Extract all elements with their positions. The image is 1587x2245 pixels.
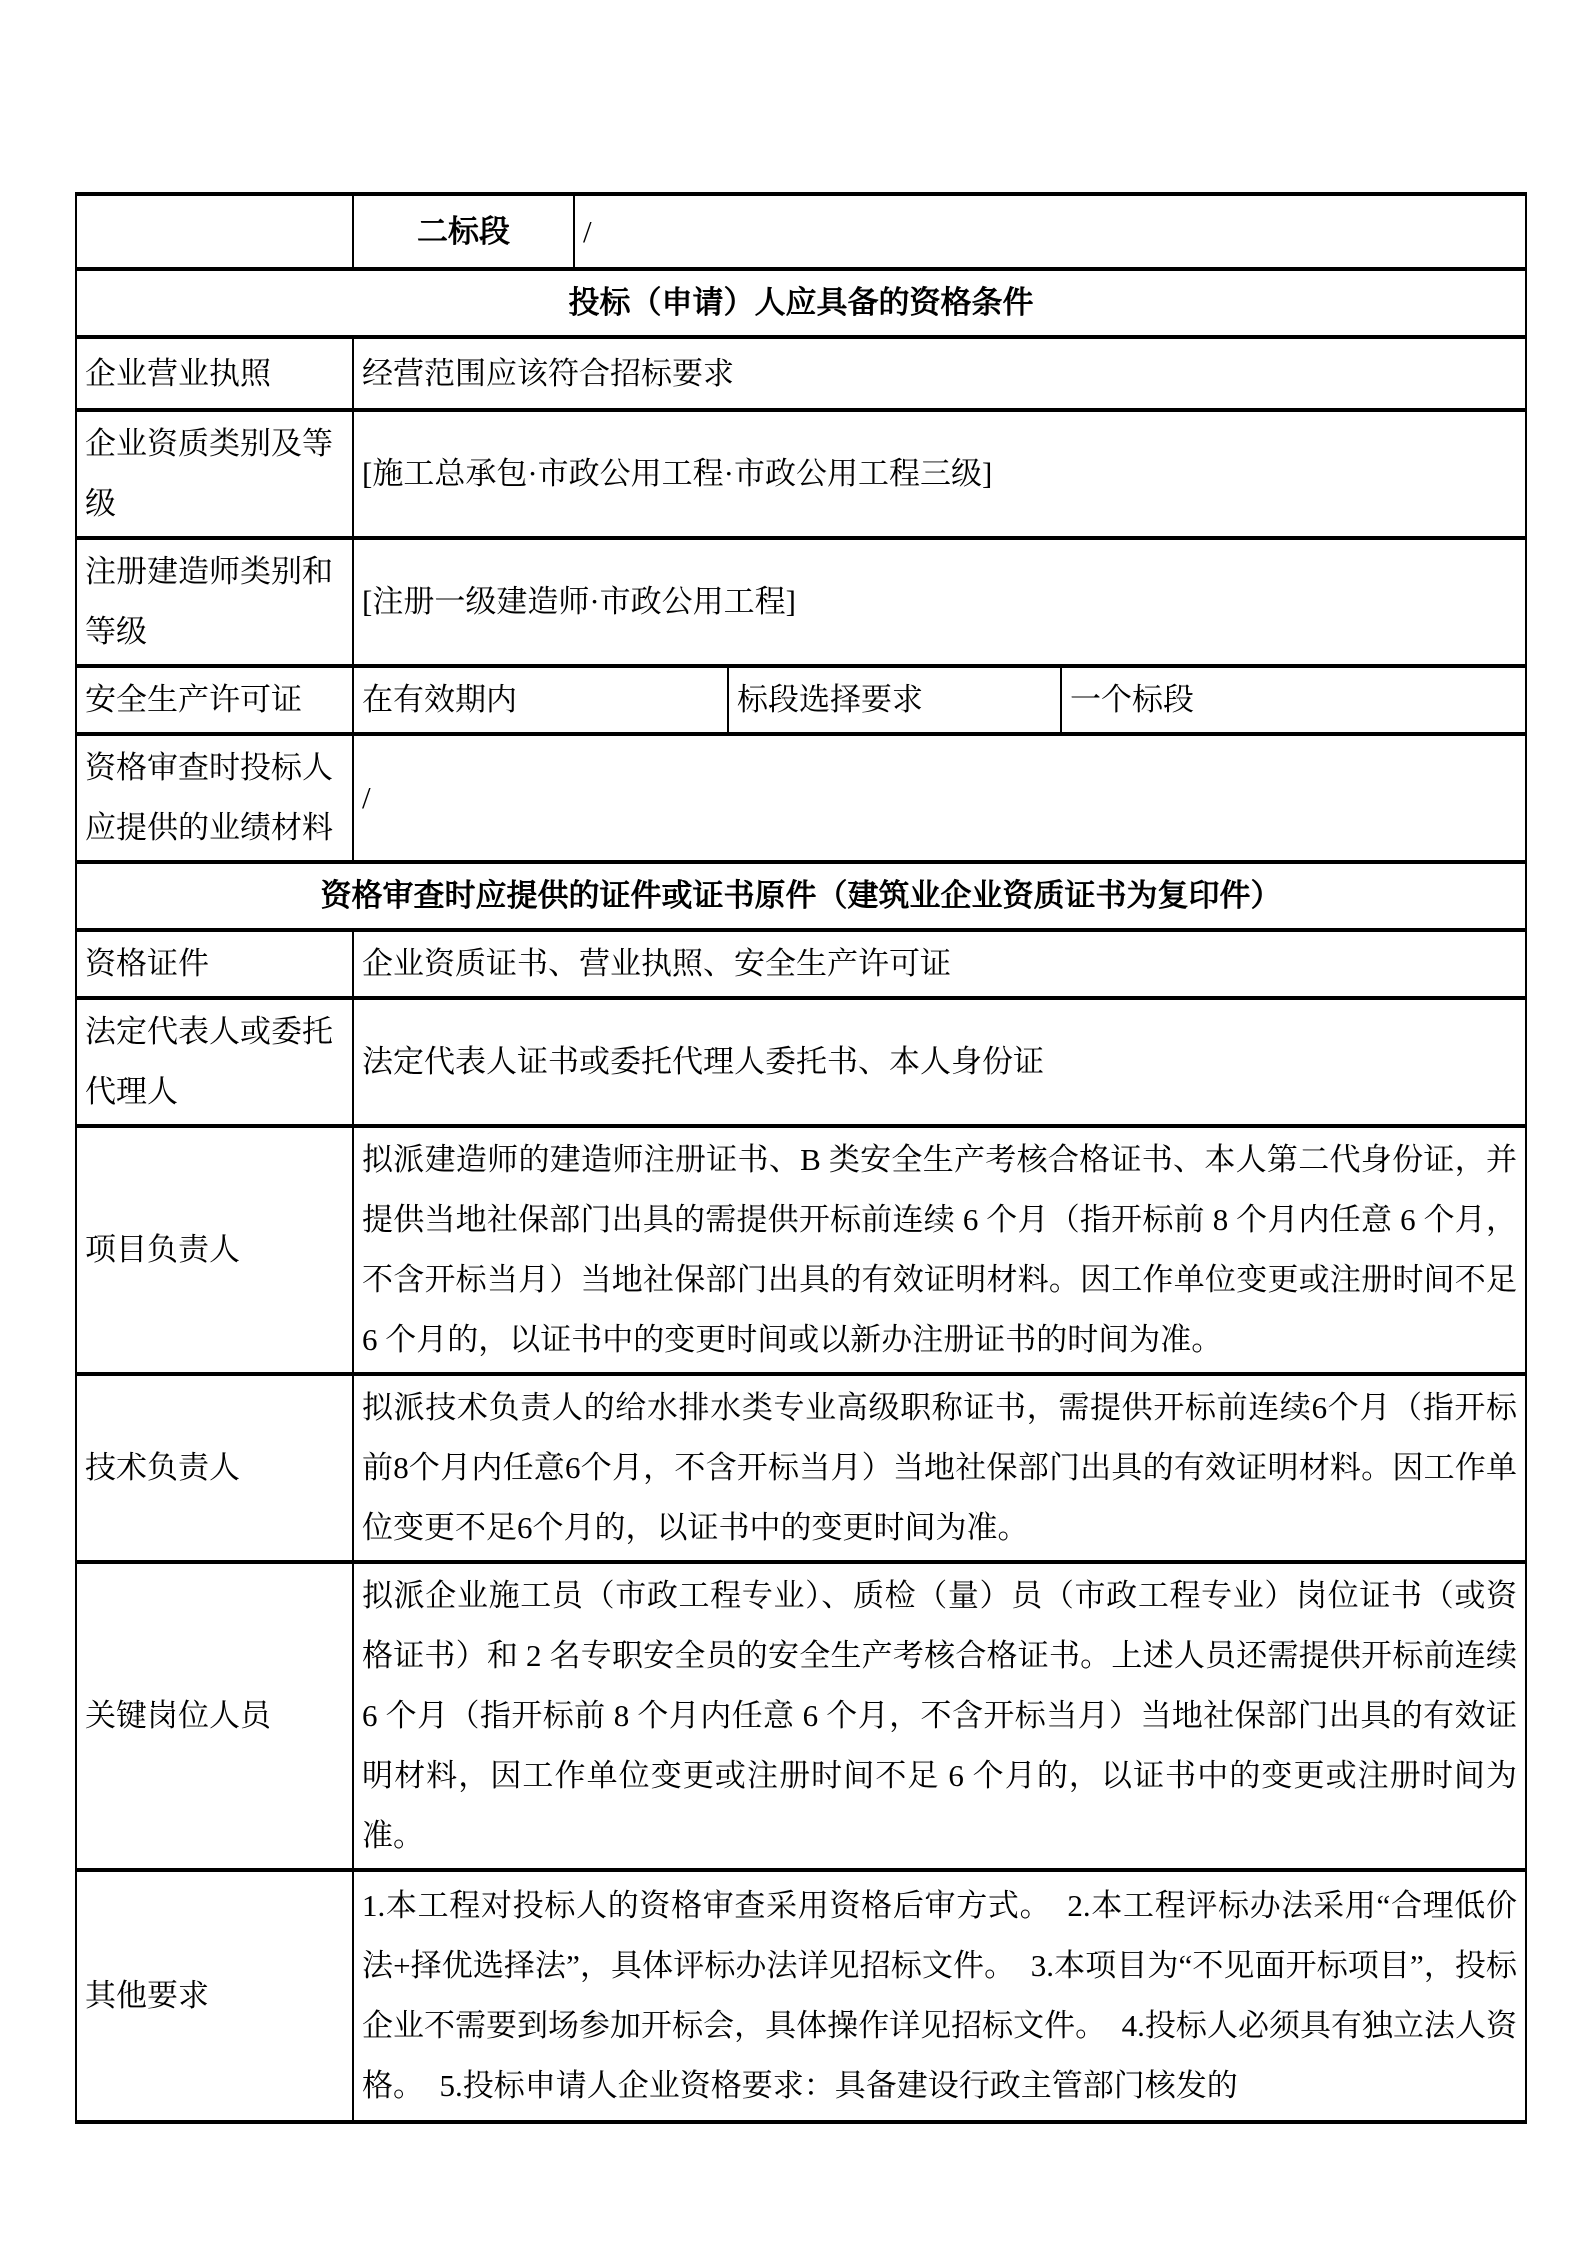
section-selection-label: 标段选择要求 (728, 666, 1061, 734)
business-license-value: 经营范围应该符合招标要求 (353, 337, 1526, 410)
row-other-requirements (76, 1870, 1526, 2122)
business-license-label: 企业营业执照 (76, 337, 353, 410)
row-project-manager (76, 1126, 1526, 1374)
legal-representative-label: 法定代表人或委托代理人 (76, 998, 353, 1126)
row-segment (76, 194, 1526, 269)
qualification-certificates-value: 企业资质证书、营业执照、安全生产许可证 (353, 930, 1526, 998)
segment-empty-cell (76, 194, 353, 269)
project-manager-value: 拟派建造师的建造师注册证书、B 类安全生产考核合格证书、本人第二代身份证，并提供当地社保部门出具的需提供开标前连续 6 个月（指开标前 8 个月内任意 6 个月，不含开标当月）当地社保部门出具的有效证明材料。因工作单位变更或注册时间不足 6 个月的，以证书中的变更时间或以新办注册证书的时间为准。 (353, 1126, 1526, 1374)
qualification-certificates-label: 资格证件 (76, 930, 353, 998)
row-legal-representative (76, 998, 1526, 1126)
other-requirements-label: 其他要求 (76, 1870, 353, 2122)
row-section-header-2 (76, 862, 1526, 930)
qualification-grade-label: 企业资质类别及等级 (76, 410, 353, 538)
legal-representative-value: 法定代表人证书或委托代理人委托书、本人身份证 (353, 998, 1526, 1126)
row-qualification-grade (76, 410, 1526, 538)
technical-manager-label: 技术负责人 (76, 1374, 353, 1562)
registered-constructor-value: [注册一级建造师·市政公用工程] (353, 538, 1526, 666)
key-personnel-label: 关键岗位人员 (76, 1562, 353, 1870)
qualification-requirements-table (75, 192, 1527, 2124)
section-selection-value: 一个标段 (1061, 666, 1526, 734)
safety-license-value: 在有效期内 (353, 666, 728, 734)
performance-materials-label: 资格审查时投标人应提供的业绩材料 (76, 734, 353, 862)
row-performance-materials (76, 734, 1526, 862)
technical-manager-value: 拟派技术负责人的给水排水类专业高级职称证书，需提供开标前连续6个月（指开标前8个月内任意6个月，不含开标当月）当地社保部门出具的有效证明材料。因工作单位变更不足6个月的，以证书中的变更时间为准。 (353, 1374, 1526, 1562)
other-requirements-value: 1.本工程对投标人的资格审查采用资格后审方式。 2.本工程评标办法采用“合理低价法+择优选择法”，具体评标办法详见招标文件。 3.本项目为“不见面开标项目”，投标企业不需要到场参加开标会，具体操作详见招标文件。 4.投标人必须具有独立法人资格。 5.投标申请人企业资格要求：具备建设行政主管部门核发的 (353, 1870, 1526, 2122)
row-technical-manager (76, 1374, 1526, 1562)
section-header-1: 投标（申请）人应具备的资格条件 (76, 269, 1526, 337)
segment-name-cell: 二标段 (353, 194, 574, 269)
segment-value-cell: / (574, 194, 1526, 269)
row-key-personnel (76, 1562, 1526, 1870)
row-safety-license (76, 666, 1526, 734)
row-business-license (76, 337, 1526, 410)
row-section-header-1 (76, 269, 1526, 337)
section-header-2: 资格审查时应提供的证件或证书原件（建筑业企业资质证书为复印件） (76, 862, 1526, 930)
registered-constructor-label: 注册建造师类别和等级 (76, 538, 353, 666)
qualification-grade-value: [施工总承包·市政公用工程·市政公用工程三级] (353, 410, 1526, 538)
key-personnel-value: 拟派企业施工员（市政工程专业）、质检（量）员（市政工程专业）岗位证书（或资格证书）和 2 名专职安全员的安全生产考核合格证书。上述人员还需提供开标前连续 6 个月（指开标前 8 个月内任意 6 个月，不含开标当月）当地社保部门出具的有效证明材料，因工作单位变更或注册时间不足 6 个月的，以证书中的变更或注册时间为准。 (353, 1562, 1526, 1870)
project-manager-label: 项目负责人 (76, 1126, 353, 1374)
row-registered-constructor (76, 538, 1526, 666)
performance-materials-value: / (353, 734, 1526, 862)
safety-license-label: 安全生产许可证 (76, 666, 353, 734)
row-qualification-certificates (76, 930, 1526, 998)
